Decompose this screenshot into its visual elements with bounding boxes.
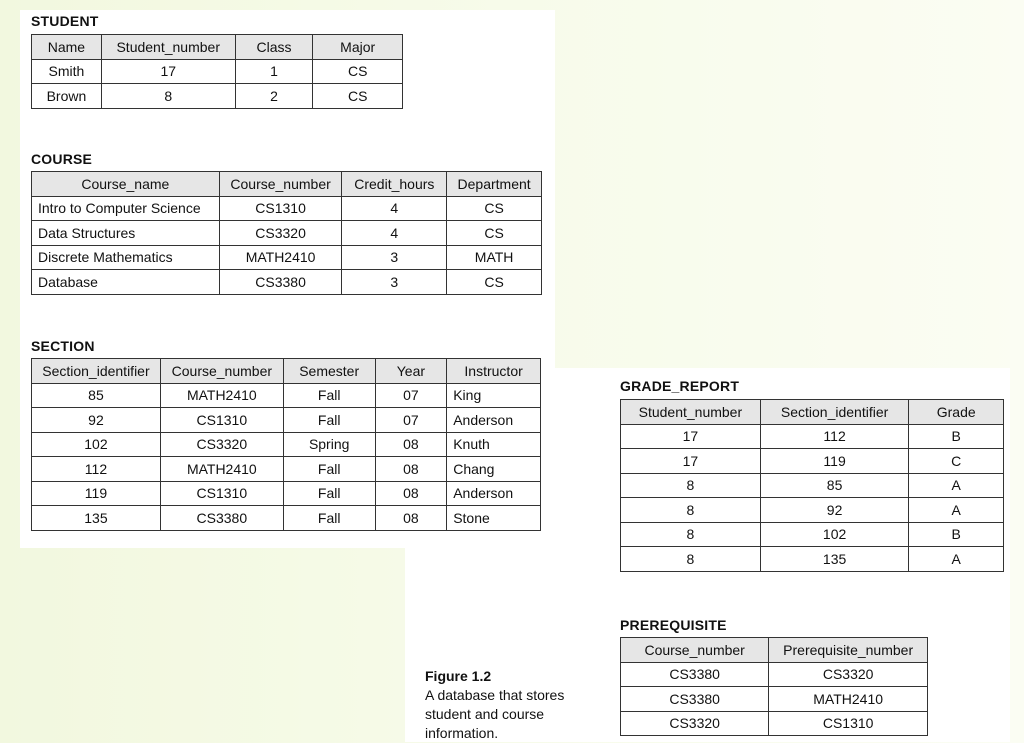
table-cell: 85 [760,473,909,498]
table-row [621,424,1004,449]
table-row [32,270,542,295]
table-cell: 3 [342,245,447,270]
table-cell: Fall [283,481,375,506]
table-cell: 8 [621,522,761,547]
table-cell: 3 [342,270,447,295]
table-cell: Chang [447,457,541,482]
table-cell: CS [447,196,542,221]
table-cell: 135 [760,547,909,572]
table-row [621,711,928,736]
table-row [32,506,541,531]
table-cell: 92 [32,408,161,433]
table-cell: CS3320 [621,711,769,736]
table-cell: Discrete Mathematics [32,245,220,270]
table-cell: CS3320 [160,432,283,457]
figure-description: A database that stores student and course information. [425,687,565,741]
table-cell: 102 [32,432,161,457]
table-row [32,481,541,506]
table-header-row [621,638,928,663]
table-cell: C [909,449,1004,474]
table-header-row [32,172,542,197]
column-header: Credit_hours [342,172,447,197]
table-header-row [621,400,1004,425]
table-cell: 08 [375,481,447,506]
table-cell: A [909,498,1004,523]
table-cell: 08 [375,432,447,457]
table-cell: CS1310 [160,408,283,433]
table-cell: 92 [760,498,909,523]
table-cell: 119 [32,481,161,506]
table-cell: CS3380 [160,506,283,531]
section-table [31,358,541,531]
table-cell: Intro to Computer Science [32,196,220,221]
table-row [32,383,541,408]
column-header: Section_identifier [32,359,161,384]
column-header: Course_number [219,172,342,197]
table-cell: 17 [621,449,761,474]
figure-caption [425,667,595,743]
figure-number: Figure 1.2 [425,668,492,684]
table-cell: 07 [375,383,447,408]
column-header: Course_name [32,172,220,197]
table-cell: 85 [32,383,161,408]
table-row [621,522,1004,547]
table-row [32,221,542,246]
table-row [621,498,1004,523]
table-header-row [32,359,541,384]
table-cell: CS3380 [621,662,769,687]
prerequisite-table [620,637,928,736]
table-cell: 08 [375,457,447,482]
prerequisite-title: PREREQUISITE [620,617,727,633]
table-cell: Anderson [447,408,541,433]
table-cell: CS3380 [219,270,342,295]
table-cell: CS3320 [769,662,928,687]
table-cell: Knuth [447,432,541,457]
table-cell: King [447,383,541,408]
grade-report-table [620,399,1004,572]
table-cell: Spring [283,432,375,457]
table-cell: CS1310 [160,481,283,506]
table-cell: 102 [760,522,909,547]
table-cell: 17 [101,59,235,84]
table-cell: 8 [621,473,761,498]
table-cell: CS3380 [621,687,769,712]
table-cell: B [909,424,1004,449]
table-row [621,449,1004,474]
table-cell: CS [313,84,403,109]
table-cell: Anderson [447,481,541,506]
table-cell: MATH2410 [769,687,928,712]
table-cell: CS [447,270,542,295]
table-cell: Brown [32,84,102,109]
table-row [32,59,403,84]
column-header: Prerequisite_number [769,638,928,663]
table-cell: A [909,547,1004,572]
column-header: Instructor [447,359,541,384]
column-header: Grade [909,400,1004,425]
table-row [32,432,541,457]
table-header-row [32,35,403,60]
table-cell: A [909,473,1004,498]
table-row [32,457,541,482]
column-header: Student_number [101,35,235,60]
table-row [621,687,928,712]
table-cell: CS1310 [219,196,342,221]
table-cell: 08 [375,506,447,531]
table-cell: 112 [760,424,909,449]
column-header: Student_number [621,400,761,425]
student-table [31,34,403,109]
table-row [32,408,541,433]
table-cell: Fall [283,506,375,531]
column-header: Course_number [621,638,769,663]
column-header: Department [447,172,542,197]
table-cell: CS [313,59,403,84]
table-row [621,662,928,687]
section-title: SECTION [31,338,95,354]
table-cell: B [909,522,1004,547]
table-cell: 07 [375,408,447,433]
table-cell: 1 [235,59,313,84]
table-cell: 2 [235,84,313,109]
table-cell: 8 [621,547,761,572]
course-title: COURSE [31,151,93,167]
column-header: Semester [283,359,375,384]
table-cell: Smith [32,59,102,84]
column-header: Name [32,35,102,60]
column-header: Class [235,35,313,60]
table-cell: CS [447,221,542,246]
table-cell: 17 [621,424,761,449]
table-cell: Data Structures [32,221,220,246]
table-cell: CS3320 [219,221,342,246]
table-cell: MATH2410 [219,245,342,270]
column-header: Major [313,35,403,60]
table-cell: 8 [101,84,235,109]
column-header: Course_number [160,359,283,384]
table-cell: 4 [342,221,447,246]
table-cell: CS1310 [769,711,928,736]
table-row [32,245,542,270]
table-cell: MATH2410 [160,457,283,482]
table-row [32,84,403,109]
table-cell: 135 [32,506,161,531]
table-cell: MATH2410 [160,383,283,408]
course-table [31,171,542,295]
table-row [32,196,542,221]
table-row [621,473,1004,498]
table-cell: 112 [32,457,161,482]
table-cell: 4 [342,196,447,221]
student-title: STUDENT [31,13,99,29]
table-cell: Stone [447,506,541,531]
table-cell: Fall [283,457,375,482]
table-row [621,547,1004,572]
grade-report-title: GRADE_REPORT [620,378,740,394]
column-header: Section_identifier [760,400,909,425]
table-cell: Database [32,270,220,295]
table-cell: MATH [447,245,542,270]
table-cell: 119 [760,449,909,474]
table-cell: Fall [283,383,375,408]
table-cell: Fall [283,408,375,433]
column-header: Year [375,359,447,384]
table-cell: 8 [621,498,761,523]
